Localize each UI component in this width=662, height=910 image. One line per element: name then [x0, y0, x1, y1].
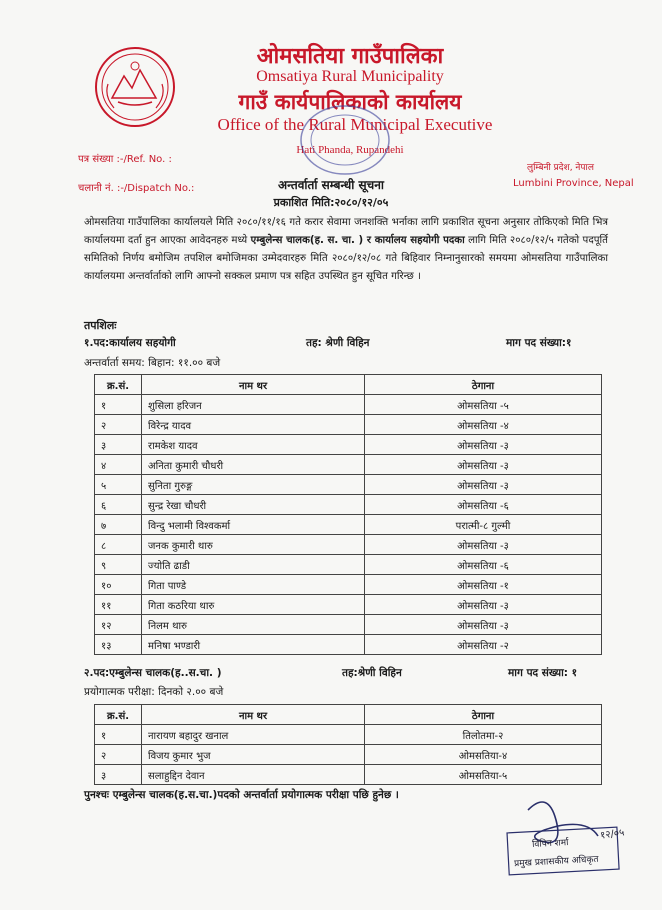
cell-serial: १० — [95, 575, 142, 595]
cell-name: विजय कुमार भुज — [142, 745, 365, 765]
cell-serial: ६ — [95, 495, 142, 515]
cell-name: गिता पाण्डे — [142, 575, 365, 595]
cell-name: सलाहुद्दिन देवान — [142, 765, 365, 785]
cell-address: ओमसतिया -२ — [365, 635, 602, 655]
nepal-emblem-icon — [94, 46, 176, 128]
notice-body-bold: एम्बुलेन्स चालक(ह. स. चा. ) र कार्यालय सहयोगी पदका — [250, 235, 465, 246]
cell-name: शुसिला हरिजन — [142, 395, 365, 415]
cell-name: विरेन्द्र यादव — [142, 415, 365, 435]
cell-serial: ३ — [95, 435, 142, 455]
post1-title: १.पद:कार्यालय सहयोगी — [84, 337, 176, 349]
office-name-english: Office of the Rural Municipal Executive — [217, 115, 493, 134]
column-header-name: नाम थर — [142, 705, 365, 725]
table-row — [95, 555, 602, 575]
cell-address: ओमसतिया -३ — [365, 595, 602, 615]
cell-serial: ९ — [95, 555, 142, 575]
post2-candidates-table — [94, 704, 602, 785]
cell-address: ओमसतिया -३ — [365, 475, 602, 495]
cell-serial: ८ — [95, 535, 142, 555]
footnote: पुनश्चः एम्बुलेन्स चालक(ह.स.चा.)पदको अन्तर्वार्ता प्रयोगात्मक परीक्षा पछि हुनेछ । — [84, 789, 399, 801]
notice-body — [84, 214, 608, 286]
cell-name: सुनिता गुरुङ्ग — [142, 475, 365, 495]
signature-date: १२/०५ — [599, 827, 626, 842]
cell-serial: १ — [95, 725, 142, 745]
cell-serial: १२ — [95, 615, 142, 635]
table-header-row — [95, 705, 602, 725]
signature-stamp-icon — [498, 790, 648, 890]
notice-body-part1: ओमसतिया गाउँपालिका कार्यालयले मिति २०८०/११/१६ गते करार सेवामा जनशक्ति भर्नाका लागि प्रकाशित सूचना अनुसार तोकिएको मिति भित्र कार्यालयमा दर्ता हुन आएका आवेदनहरु मध्ये — [84, 217, 608, 246]
post1-candidates-table — [94, 374, 602, 655]
column-header-address: ठेगाना — [365, 375, 602, 395]
table-header-row — [95, 375, 602, 395]
cell-address: ओमसतिया-४ — [365, 745, 602, 765]
cell-name: नारायण बहादुर खनाल — [142, 725, 365, 745]
post2-level: तह:श्रेणी विहिन — [342, 667, 402, 679]
municipality-name-english: Omsatiya Rural Municipality — [256, 68, 444, 85]
table-row — [95, 535, 602, 555]
cell-serial: ३ — [95, 765, 142, 785]
cell-serial: ५ — [95, 475, 142, 495]
notice-body-part2: लागि मिति २०८०/१२/५ गतेको पदपूर्ति समितिको निर्णय बमोजिम तपशिल बमोजिमका उम्मेदवारहरु मिति २०८०/१२/०८ गते बिहिवार निम्नानुसारको समयमा ओमसतिया गाउँपालिका कार्यालयमा अन्तर्वार्ताको लागि आफ्नो सक्कल प्रमाण पत्र सहित उपस्थित हुन सूचित गरिन्छ । — [84, 235, 608, 282]
reference-number-label: पत्र संख्या :-/Ref. No. : — [78, 154, 172, 165]
cell-address: ओमसतिया -४ — [365, 415, 602, 435]
table-row — [95, 615, 602, 635]
cell-name: ज्योति ढाडी — [142, 555, 365, 575]
cell-address: ओमसतिया -३ — [365, 435, 602, 455]
details-label: तपशिलः — [84, 319, 117, 332]
table-row — [95, 725, 602, 745]
municipality-name-nepali: ओमसतिया गाउँपालिका — [256, 44, 444, 69]
post1-demand: माग पद संख्या:१ — [506, 337, 572, 349]
cell-address: ओमसतिया -३ — [365, 455, 602, 475]
cell-address: ओमसतिया -३ — [365, 615, 602, 635]
cell-address: ओमसतिया -३ — [365, 535, 602, 555]
cell-name: निलम थारु — [142, 615, 365, 635]
cell-name: गिता कठरिया थारु — [142, 595, 365, 615]
published-date: प्रकाशित मिति:२०८०/१२/०५ — [273, 196, 389, 209]
table-row — [95, 415, 602, 435]
cell-serial: १ — [95, 395, 142, 415]
table-row — [95, 395, 602, 415]
signatory-title: प्रमुख प्रशासकीय अधिकृत — [513, 854, 599, 870]
table-row — [95, 595, 602, 615]
cell-address: तिलोतमा-२ — [365, 725, 602, 745]
cell-name: विन्दु भलामी विश्वकर्मा — [142, 515, 365, 535]
cell-serial: २ — [95, 745, 142, 765]
table-row — [95, 575, 602, 595]
post1-level: तह: श्रेणी विहिन — [306, 337, 370, 349]
cell-name: रामकेश यादव — [142, 435, 365, 455]
cell-address: ओमसतिया -५ — [365, 395, 602, 415]
office-name-nepali: गाउँ कार्यपालिकाको कार्यालय — [238, 90, 462, 114]
cell-name: जनक कुमारी थारु — [142, 535, 365, 555]
table-row — [95, 495, 602, 515]
table-row — [95, 765, 602, 785]
office-stamp-icon — [290, 100, 400, 180]
cell-address: ओमसतिया -६ — [365, 555, 602, 575]
signatory-name: विपिन शर्मा — [531, 838, 569, 850]
notice-title: अन्तर्वार्ता सम्बन्धी सूचना — [278, 178, 384, 192]
column-header-name: नाम थर — [142, 375, 365, 395]
cell-serial: ४ — [95, 455, 142, 475]
cell-serial: १३ — [95, 635, 142, 655]
cell-address: ओमसतिया -१ — [365, 575, 602, 595]
cell-name: मनिषा भण्डारी — [142, 635, 365, 655]
province-english: Lumbini Province, Nepal — [513, 178, 634, 189]
table-row — [95, 435, 602, 455]
post1-interview-time: अन्तर्वार्ता समय: बिहान: ११.०० बजे — [84, 357, 221, 369]
cell-serial: ७ — [95, 515, 142, 535]
post2-demand: माग पद संख्या: १ — [508, 667, 578, 679]
cell-name: सुन्द्र रेखा चौधरी — [142, 495, 365, 515]
table-row — [95, 515, 602, 535]
table-row — [95, 635, 602, 655]
table-row — [95, 475, 602, 495]
cell-address: ओमसतिया-५ — [365, 765, 602, 785]
cell-serial: ११ — [95, 595, 142, 615]
cell-address: परात्मी-८ गुल्मी — [365, 515, 602, 535]
office-address: Hati Phanda, Rupandehi — [296, 144, 404, 156]
column-header-serial: क्र.सं. — [95, 705, 142, 725]
column-header-serial: क्र.सं. — [95, 375, 142, 395]
column-header-address: ठेगाना — [365, 705, 602, 725]
cell-name: अनिता कुमारी चौधरी — [142, 455, 365, 475]
table-row — [95, 745, 602, 765]
dispatch-number-label: चलानी नं. :-/Dispatch No.: — [78, 183, 195, 194]
post2-title: २.पद:एम्बुलेन्स चालक(ह..स.चा. ) — [84, 667, 222, 679]
table-row — [95, 455, 602, 475]
cell-address: ओमसतिया -६ — [365, 495, 602, 515]
province-nepali: लुम्बिनी प्रदेश, नेपाल — [527, 163, 594, 173]
cell-serial: २ — [95, 415, 142, 435]
post2-practical-exam-time: प्रयोगात्मक परीक्षा: दिनको २.०० बजे — [84, 686, 224, 698]
